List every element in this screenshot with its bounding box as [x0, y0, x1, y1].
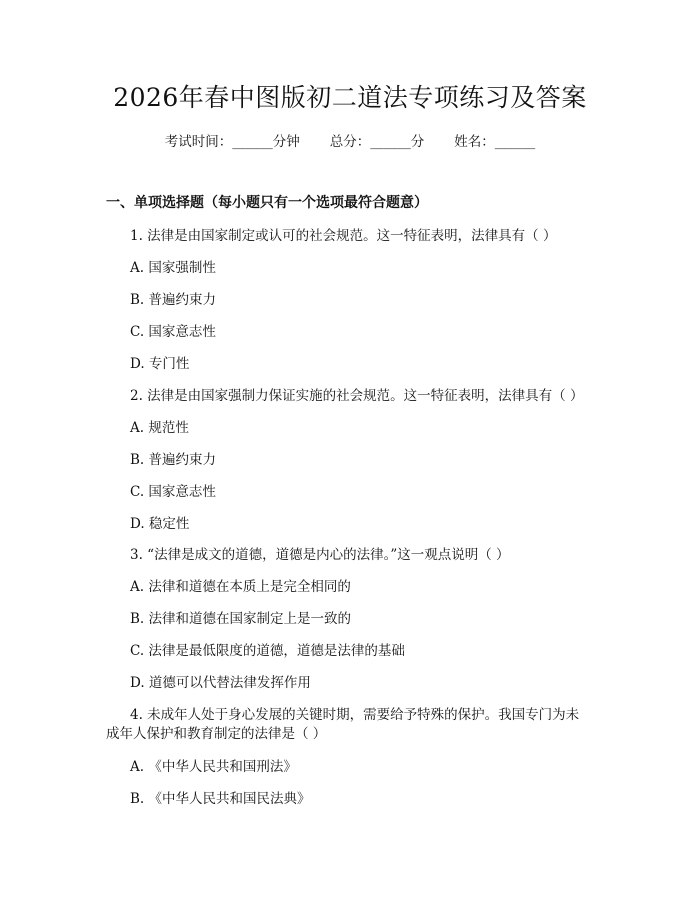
option: C. 国家意志性 — [130, 324, 216, 340]
option: A. 法律和道德在本质上是完全相同的 — [130, 579, 351, 595]
option: B. 普遍约束力 — [130, 292, 217, 308]
option: D. 道德可以代替法律发挥作用 — [130, 675, 311, 691]
option: B. 法律和道德在国家制定上是一致的 — [130, 611, 352, 627]
total-score: 总分：______分 — [329, 134, 425, 150]
student-name: 姓名：______ — [454, 134, 536, 150]
question-stem: 1. 法律是由国家制定或认可的社会规范。这一特征表明，法律具有（ ） — [130, 228, 557, 244]
option: D. 稳定性 — [130, 516, 190, 532]
question-stem: 2. 法律是由国家强制力保证实施的社会规范。这一特征表明，法律具有（ ） — [130, 388, 584, 404]
option: C. 法律是最低限度的道德，道德是法律的基础 — [130, 643, 405, 659]
section-heading: 一、单项选择题（每小题只有一个选项最符合题意） — [106, 195, 428, 211]
exam-time: 考试时间：______分钟 — [164, 134, 300, 150]
question-stem: 4. 未成年人处于身心发展的关键时期，需要给予特殊的保护。我国专门为未 — [130, 707, 580, 723]
exam-meta — [0, 130, 700, 150]
option: B. 《中华人民共和国民法典》 — [130, 791, 311, 807]
question-stem-continued: 成年人保护和教育制定的法律是（ ） — [106, 726, 327, 742]
option: B. 普遍约束力 — [130, 452, 217, 468]
option: A. 规范性 — [130, 420, 189, 436]
question-stem: 3. “法律是成文的道德，道德是内心的法律。”这一观点说明（ ） — [130, 547, 510, 563]
option: A. 国家强制性 — [130, 260, 216, 276]
page-title: 2026年春中图版初二道法专项练习及答案 — [113, 83, 587, 112]
option: D. 专门性 — [130, 356, 190, 372]
option: C. 国家意志性 — [130, 484, 216, 500]
option: A. 《中华人民共和国刑法》 — [130, 759, 297, 775]
